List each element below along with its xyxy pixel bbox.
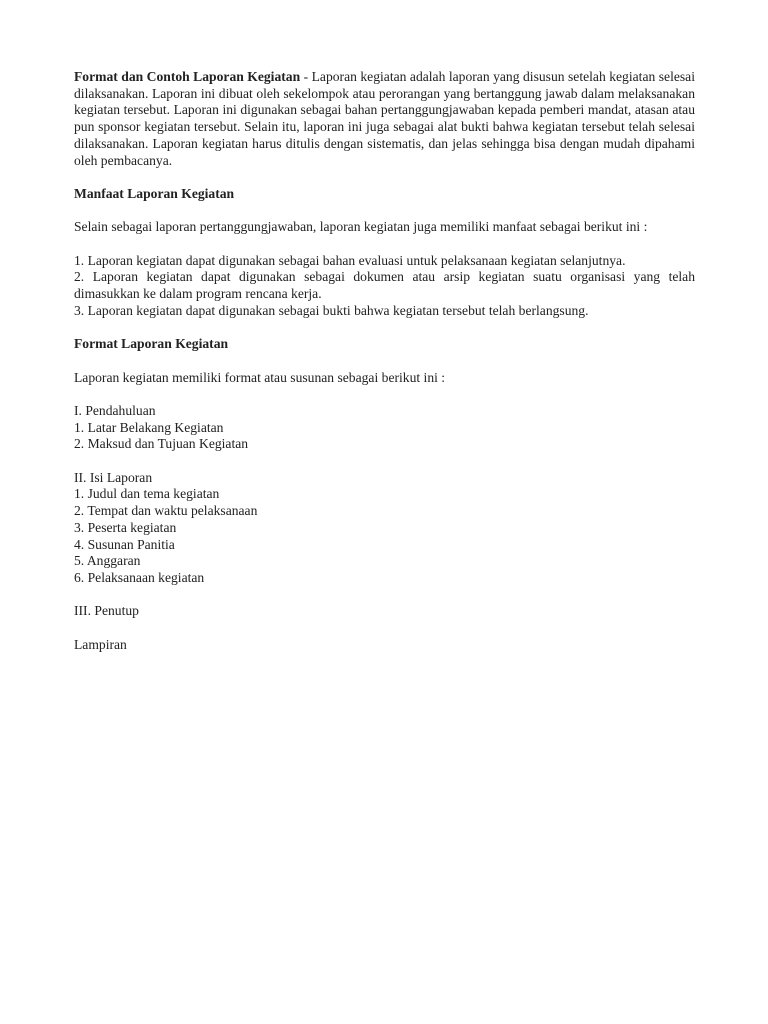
section-isi-laporan (74, 470, 695, 587)
format-heading: Format Laporan Kegiatan (74, 336, 229, 352)
spacer (74, 236, 695, 253)
spacer (74, 169, 695, 186)
section-item: 4. Susunan Panitia (74, 536, 175, 552)
spacer (74, 353, 695, 370)
spacer (74, 320, 695, 337)
section-pendahuluan (74, 403, 695, 453)
intro-text: - Laporan kegiatan adalah laporan yang disusun setelah kegiatan selesai dilaksanakan. Laporan ini dibuat oleh sekelompok atau perorangan yang bertanggung jawab dalam melaksanakan kegiatan tersebut. Laporan ini digunakan sebagai bahan pertanggungjawaban kepada pemberi mandat, atasan atau pun sponsor kegiatan tersebut. Selain itu, laporan ini juga sebagai alat bukti bahwa kegiatan tersebut telah selesai dilaksanakan. Laporan kegiatan harus ditulis dengan sistematis, dan jelas sehingga bisa dengan mudah dipahami oleh pembacanya. (74, 69, 695, 168)
spacer (74, 620, 695, 637)
section-item: 2. Tempat dan waktu pelaksanaan (74, 503, 258, 519)
document-page (74, 69, 695, 653)
spacer (74, 587, 695, 604)
spacer (74, 453, 695, 470)
lampiran-label: Lampiran (74, 636, 127, 652)
spacer (74, 386, 695, 403)
manfaat-list (74, 253, 695, 320)
intro-paragraph (74, 69, 695, 169)
format-intro: Laporan kegiatan memiliki format atau susunan sebagai berikut ini : (74, 369, 446, 385)
section-penutup-title: III. Penutup (74, 603, 139, 619)
section-item: 5. Anggaran (74, 553, 141, 569)
section-item: 1. Judul dan tema kegiatan (74, 486, 220, 502)
spacer (74, 203, 695, 220)
section-item: 2. Maksud dan Tujuan Kegiatan (74, 436, 249, 452)
section-item: 3. Peserta kegiatan (74, 519, 177, 535)
manfaat-item: 3. Laporan kegiatan dapat digunakan sebagai bukti bahwa kegiatan tersebut telah berlangsung. (74, 302, 589, 318)
manfaat-heading: Manfaat Laporan Kegiatan (74, 185, 235, 201)
section-item: 1. Latar Belakang Kegiatan (74, 419, 224, 435)
manfaat-item: 2. Laporan kegiatan dapat digunakan sebagai dokumen atau arsip kegiatan suatu organisasi yang telah dimasukkan ke dalam program rencana kerja. (74, 269, 695, 302)
manfaat-item: 1. Laporan kegiatan dapat digunakan sebagai bahan evaluasi untuk pelaksanaan kegiatan selanjutnya. (74, 252, 626, 268)
intro-title: Format dan Contoh Laporan Kegiatan (74, 69, 301, 84)
section-title: II. Isi Laporan (74, 469, 153, 485)
manfaat-intro: Selain sebagai laporan pertanggungjawaban, laporan kegiatan juga memiliki manfaat sebagai berikut ini : (74, 219, 648, 235)
section-title: I. Pendahuluan (74, 402, 156, 418)
section-item: 6. Pelaksanaan kegiatan (74, 569, 205, 585)
